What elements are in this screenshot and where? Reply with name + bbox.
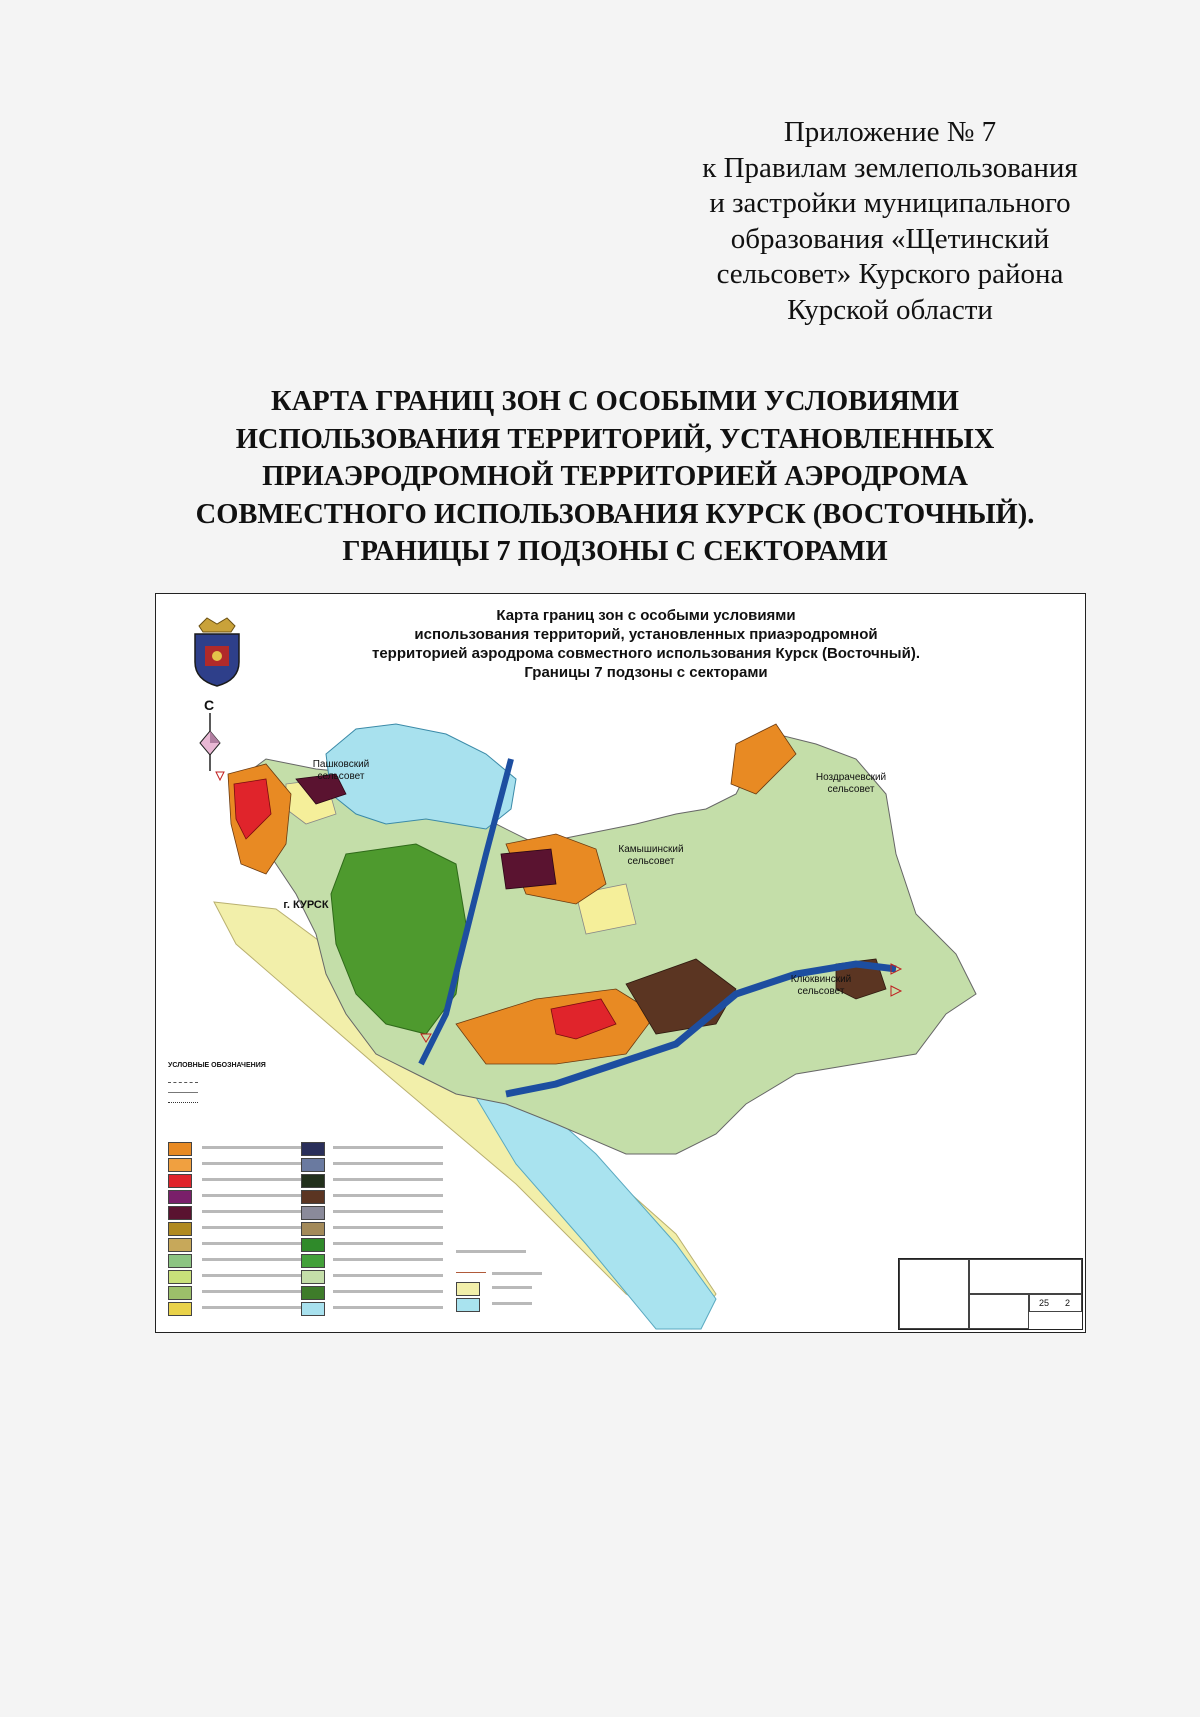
legend-text-10 [202, 1290, 312, 1293]
map-title-line-2: использования территорий, установленных приаэродромной [414, 626, 878, 643]
legend-text-14 [333, 1178, 443, 1181]
legend-swatch-steel [301, 1158, 325, 1172]
document-title [150, 383, 1080, 571]
legend-heading: УСЛОВНЫЕ ОБОЗНАЧЕНИЯ [168, 1062, 266, 1069]
legend-swatch-green [168, 1286, 192, 1300]
appendix-line-3: и застройки муниципального [709, 187, 1071, 219]
legend-text-8 [202, 1258, 312, 1261]
legend-text-13 [333, 1162, 443, 1165]
legend-swatch-pale-green [301, 1270, 325, 1284]
map-title-line-1: Карта границ зон с особыми условиями [496, 607, 796, 624]
north-letter: С [203, 697, 215, 713]
legend-boundary-line [456, 1272, 486, 1273]
appendix-line-4: образования «Щетинский [730, 222, 1050, 255]
north-arrow-icon [172, 699, 232, 774]
zone-purple-centre [501, 849, 556, 889]
legend-text-18 [333, 1242, 443, 1245]
stamp-cell-1 [899, 1259, 969, 1329]
legend-text-7 [202, 1242, 312, 1245]
appendix-line-1: Приложение № 7 [783, 116, 997, 148]
legend-swatch-water [301, 1302, 325, 1316]
title-line-2: ИСПОЛЬЗОВАНИЯ ТЕРРИТОРИЙ, УСТАНОВЛЕННЫХ [235, 423, 995, 455]
legend-text-22 [333, 1306, 443, 1309]
legend-swatch-lime [168, 1270, 192, 1284]
stamp-cell-2 [969, 1259, 1082, 1294]
legend-swatch-olive [168, 1222, 192, 1236]
legend-swatch-sector-blue [456, 1298, 480, 1312]
legend-text-4 [202, 1194, 312, 1197]
legend-text-5 [202, 1210, 312, 1213]
legend-text-25 [492, 1286, 532, 1289]
legend-swatch-brown [301, 1190, 325, 1204]
legend-swatch-mid-green [301, 1286, 325, 1300]
map-title-line-4: Границы 7 подзоны с секторами [524, 664, 768, 681]
legend-swatch-khaki-2 [301, 1222, 325, 1236]
label-klyukvinsky: Клюквинский сельсовет [790, 974, 852, 997]
legend-text-3 [202, 1178, 312, 1181]
legend-swatch-purple [168, 1190, 192, 1204]
legend-text-19 [333, 1258, 443, 1261]
legend-text-23 [456, 1250, 526, 1253]
legend-text-9 [202, 1274, 312, 1277]
legend-swatch-yellow [168, 1302, 192, 1316]
legend-swatch-green-2 [301, 1254, 325, 1268]
appendix-line-5: сельсовет» Курского района [716, 258, 1064, 290]
legend-swatch-sector-yellow [456, 1282, 480, 1296]
label-pashkovsky: Пашковский сельсовет [312, 759, 370, 782]
legend-text-12 [333, 1146, 443, 1149]
title-block-stamp [898, 1258, 1083, 1330]
legend-text-15 [333, 1194, 443, 1197]
coat-of-arms-icon [187, 616, 247, 688]
legend-swatch-orange-2 [168, 1158, 192, 1172]
sheet-number: 25 [1039, 1298, 1050, 1308]
map-title-line-3: территорией аэродрома совместного использования Курск (Восточный). [371, 645, 921, 662]
label-kamyshinsky: Камышинский сельсовет [618, 844, 684, 867]
appendix-line-2: к Правилам землепользования [702, 151, 1078, 184]
legend-swatch-black-green [301, 1174, 325, 1188]
sheet-total: 2 [1065, 1298, 1071, 1308]
title-line-1: КАРТА ГРАНИЦ ЗОН С ОСОБЫМИ УСЛОВИЯМИ [271, 386, 959, 417]
legend-swatch-grey [301, 1206, 325, 1220]
map-frame [155, 593, 1086, 1333]
legend-text-2 [202, 1162, 312, 1165]
appendix-block [680, 115, 1100, 328]
legend-text-1 [202, 1146, 312, 1149]
legend-text-21 [333, 1290, 443, 1293]
label-nozdrachevsky: Ноздрачевский сельсовет [815, 772, 887, 795]
legend-text-11 [202, 1306, 312, 1309]
stamp-cell-4 [1029, 1294, 1082, 1312]
legend-text-16 [333, 1210, 443, 1213]
legend-text-17 [333, 1226, 443, 1229]
legend-swatch-dark-purple [168, 1206, 192, 1220]
legend-text-6 [202, 1226, 312, 1229]
map-legend [166, 1062, 826, 1327]
legend-swatch-navy [301, 1142, 325, 1156]
legend-swatch-red [168, 1174, 192, 1188]
title-line-4: СОВМЕСТНОГО ИСПОЛЬЗОВАНИЯ КУРСК (ВОСТОЧНЫЙ). [195, 498, 1035, 530]
legend-swatch-orange-1 [168, 1142, 192, 1156]
title-line-5: ГРАНИЦЫ 7 ПОДЗОНЫ С СЕКТОРАМИ [342, 536, 888, 567]
map-title [336, 606, 956, 682]
title-line-3: ПРИАЭРОДРОМНОЙ ТЕРРИТОРИЕЙ АЭРОДРОМА [262, 461, 968, 492]
stamp-cell-3 [969, 1294, 1029, 1329]
legend-text-26 [492, 1302, 532, 1305]
legend-text-20 [333, 1274, 443, 1277]
appendix-line-6: Курской области [787, 293, 993, 326]
legend-swatch-khaki [168, 1238, 192, 1252]
compass-rose [180, 713, 240, 773]
label-kursk: г. КУРСК [283, 899, 329, 911]
legend-swatch-forest [301, 1238, 325, 1252]
legend-line-1 [168, 1082, 198, 1083]
legend-swatch-light-green [168, 1254, 192, 1268]
legend-text-24 [492, 1272, 542, 1275]
legend-line-3 [168, 1102, 198, 1103]
legend-line-2 [168, 1092, 198, 1093]
